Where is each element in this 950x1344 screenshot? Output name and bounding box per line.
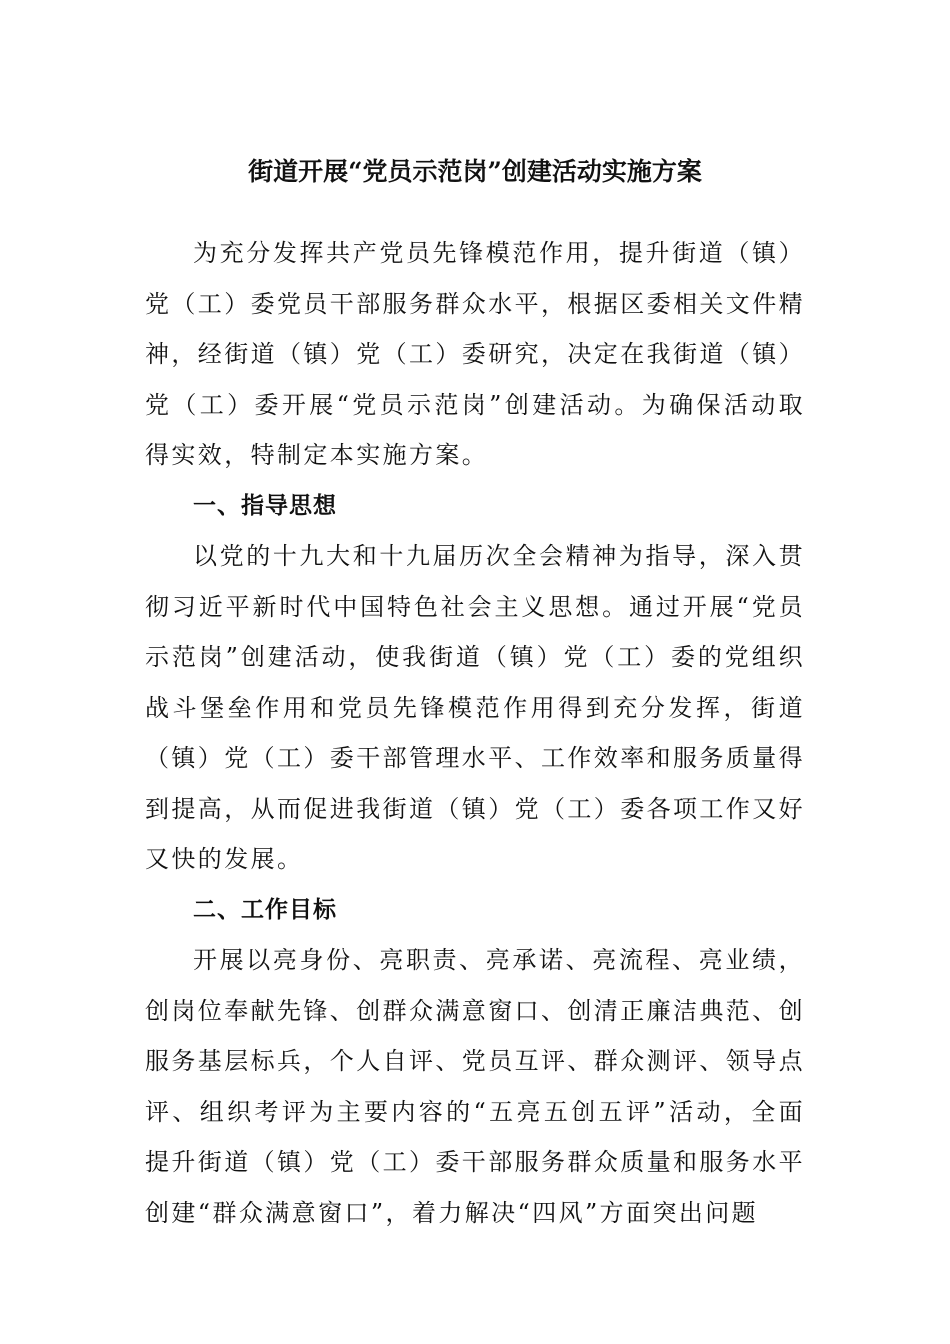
document-body xyxy=(145,228,805,1238)
section-heading-guiding-ideology: 一、指导思想 xyxy=(193,492,337,519)
document-title: 街道开展“党员示范岗”创建活动实施方案 xyxy=(248,157,702,186)
section-paragraph-work-goals: 开展以亮身份、亮职责、亮承诺、亮流程、亮业绩，创岗位奉献先锋、创群众满意窗口、创清正廉洁典范、创服务基层标兵，个人自评、党员互评、群众测评、领导点评、组织考评为主要内容的“五亮五创五评”活动，全面提升街道（镇）党（工）委干部服务群众质量和服务水平创建“群众满意窗口”，着力解决“四风”方面突出问题 xyxy=(145,946,805,1227)
intro-paragraph: 为充分发挥共产党员先锋模范作用，提升街道（镇）党（工）委党员干部服务群众水平，根据区委相关文件精神，经街道（镇）党（工）委研究，决定在我街道（镇）党（工）委开展“党员示范岗”创建活动。为确保活动取得实效，特制定本实施方案。 xyxy=(145,239,805,469)
section-heading-work-goals: 二、工作目标 xyxy=(193,896,337,923)
section-paragraph-guiding-ideology: 以党的十九大和十九届历次全会精神为指导，深入贯彻习近平新时代中国特色社会主义思想。通过开展“党员示范岗”创建活动，使我街道（镇）党（工）委的党组织战斗堡垒作用和党员先锋模范作用得到充分发挥，街道（镇）党（工）委干部管理水平、工作效率和服务质量得到提高，从而促进我街道（镇）党（工）委各项工作又好又快的发展。 xyxy=(145,542,805,873)
